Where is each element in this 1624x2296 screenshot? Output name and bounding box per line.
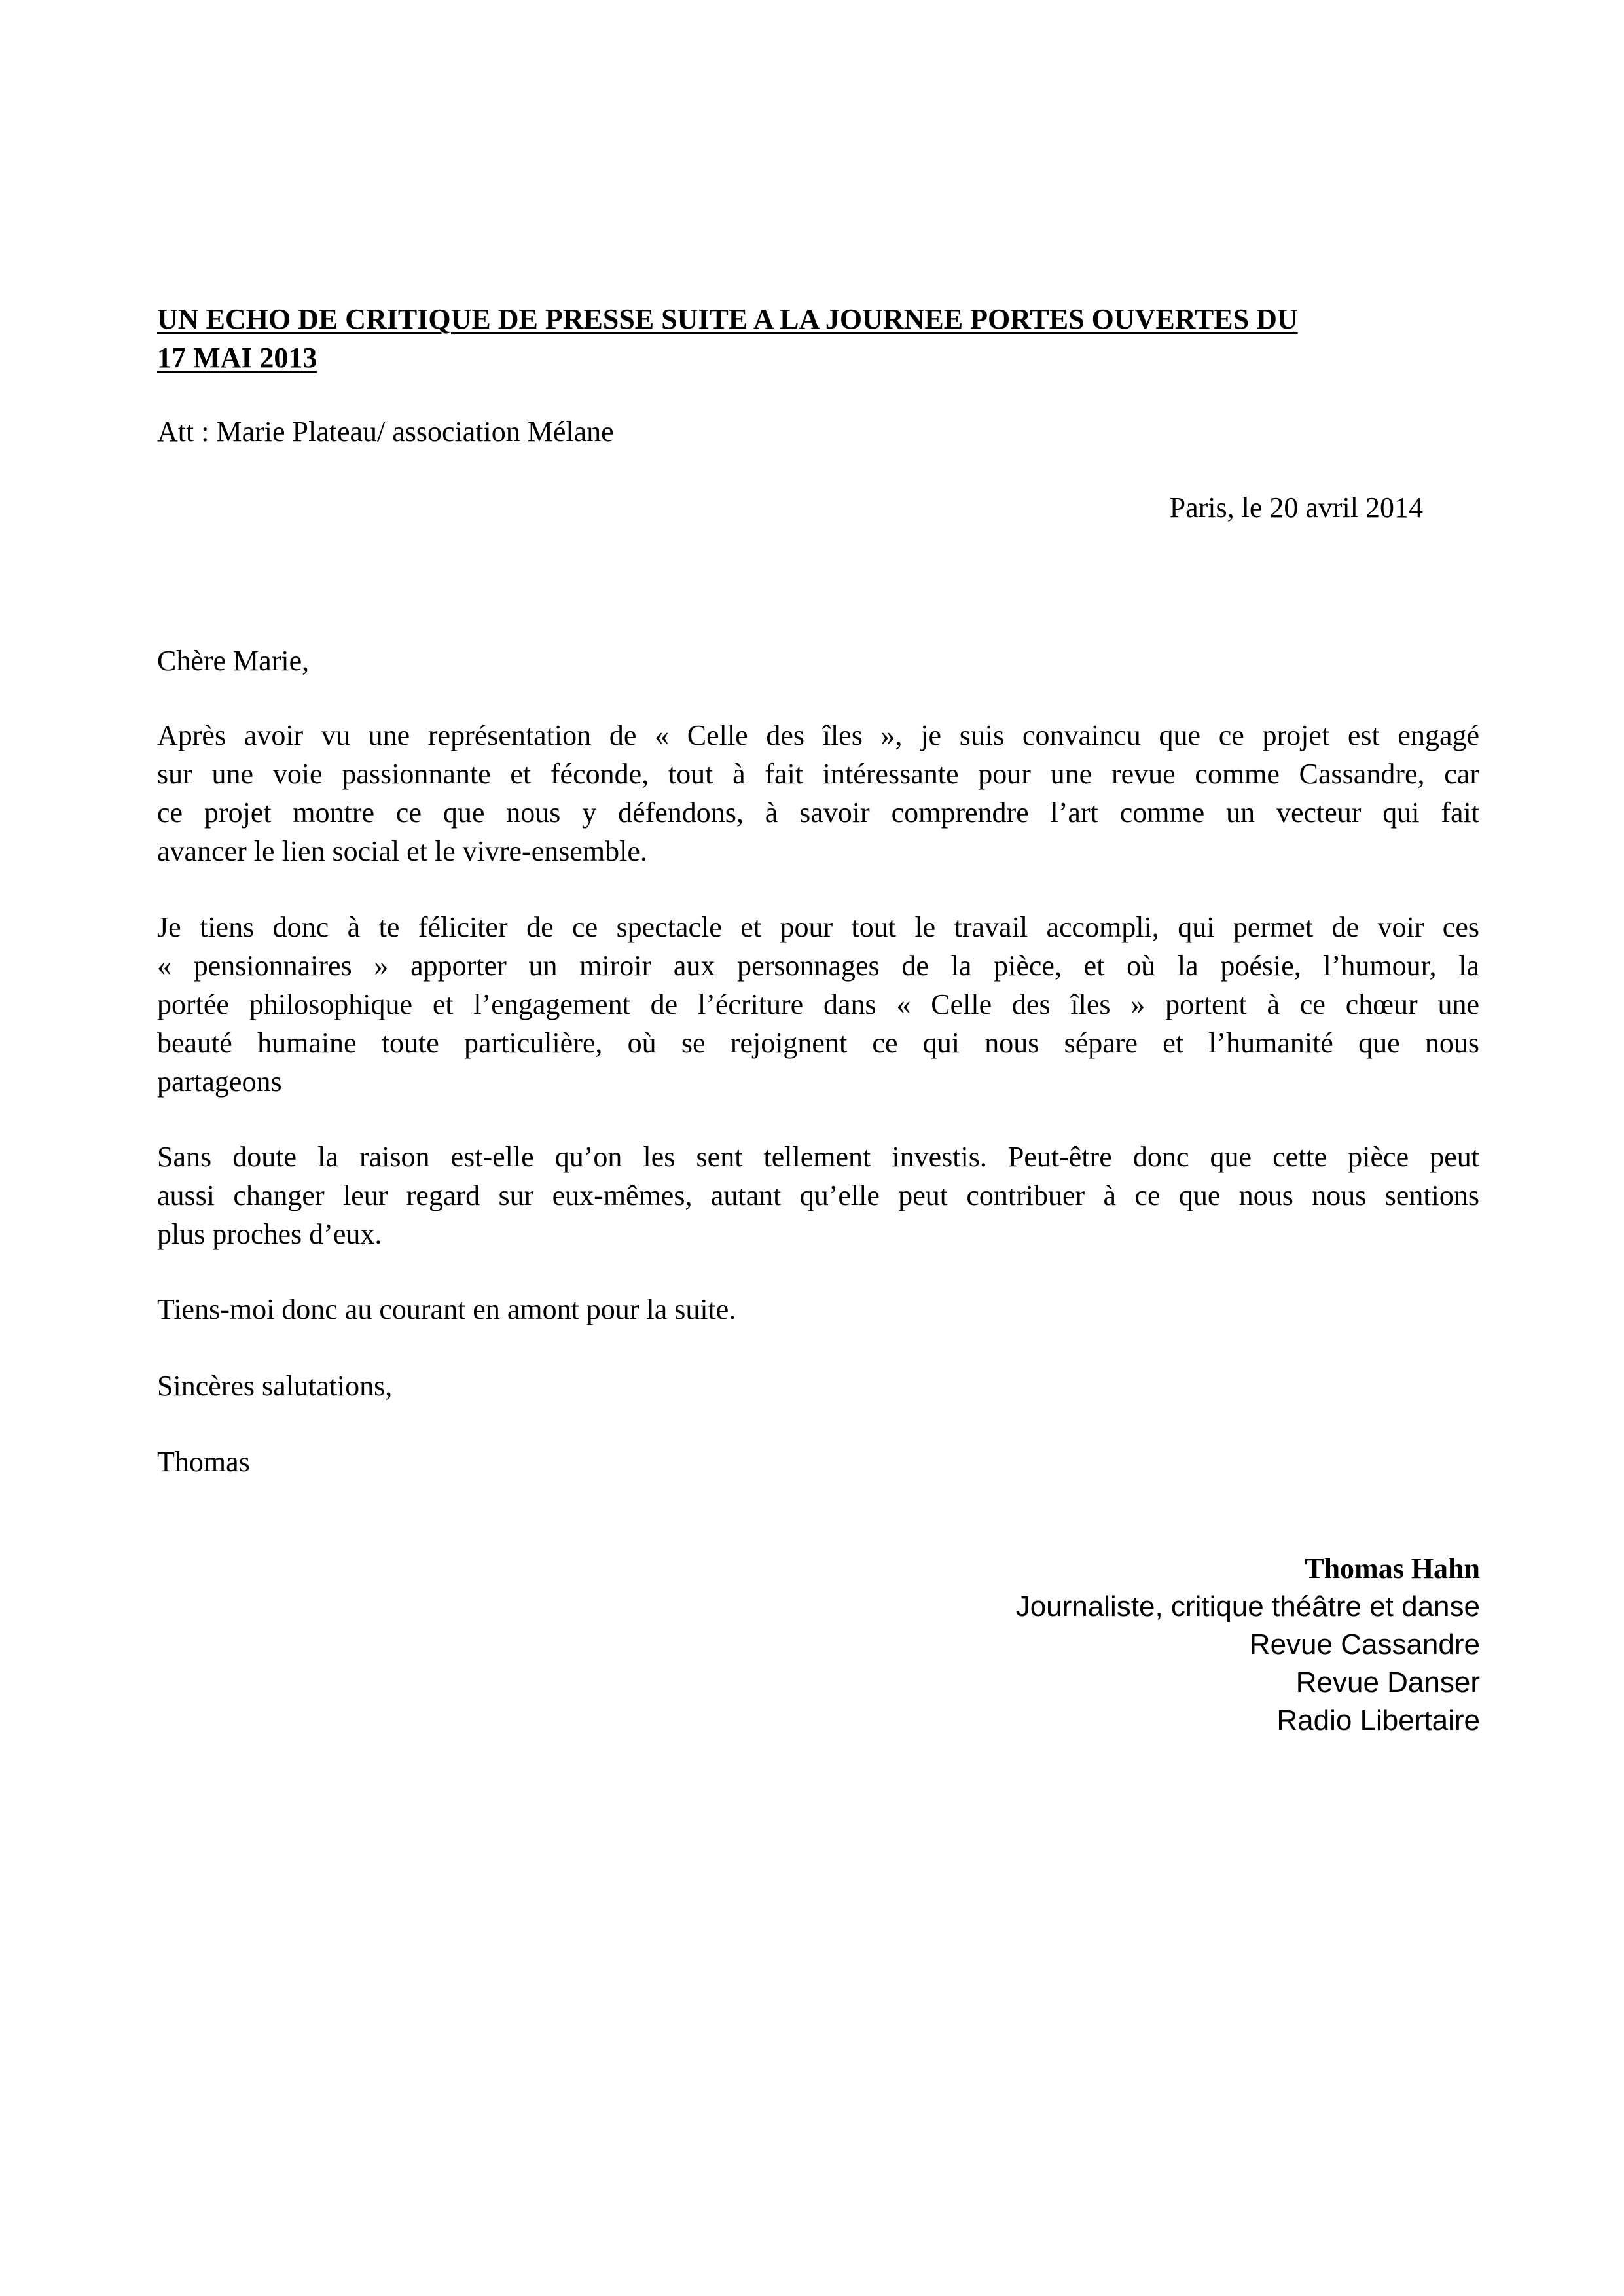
paragraph-2 xyxy=(157,908,1479,1101)
paragraph-line: avancer le lien social et le vivre-ensemble. xyxy=(157,835,647,867)
letter-date: Paris, le 20 avril 2014 xyxy=(1169,492,1423,524)
attention-line: Att : Marie Plateau/ association Mélane xyxy=(157,416,614,448)
salutation: Sincères salutations, xyxy=(157,1370,393,1402)
signature-publication: Revue Danser xyxy=(1295,1666,1480,1698)
paragraph-line: Sans doute la raison est-elle qu’on les sent tellement investis. Peut-être donc que cette pièce peut xyxy=(157,1141,1479,1173)
paragraph-line: portée philosophique et l’engagement de l’écriture dans « Celle des îles » portent à ce chœur une xyxy=(157,988,1479,1020)
signature-publication: Revue Cassandre xyxy=(1249,1628,1480,1660)
paragraph-line: plus proches d’eux. xyxy=(157,1218,382,1250)
paragraph-1 xyxy=(157,716,1479,870)
paragraph-3 xyxy=(157,1138,1479,1253)
paragraph-line: beauté humaine toute particulière, où se rejoignent ce qui nous sépare et l’humanité que nous xyxy=(157,1027,1479,1059)
paragraph-line: sur une voie passionnante et féconde, tout à fait intéressante pour une revue comme Cassandre, car xyxy=(157,758,1479,790)
signature-radio: Radio Libertaire xyxy=(1276,1704,1480,1736)
letter-title-line: 17 MAI 2013 xyxy=(157,342,317,374)
signature-block xyxy=(1016,1549,1480,1740)
signoff-first-name: Thomas xyxy=(157,1446,250,1478)
paragraph-line: ce projet montre ce que nous y défendons, à savoir comprendre l’art comme un vecteur qui fait xyxy=(157,797,1479,829)
signature-name: Thomas Hahn xyxy=(1305,1552,1480,1585)
paragraph-line: Après avoir vu une représentation de « Celle des îles », je suis convaincu que ce projet est engagé xyxy=(157,719,1479,751)
greeting: Chère Marie, xyxy=(157,645,310,677)
closing-request: Tiens-moi donc au courant en amont pour la suite. xyxy=(157,1293,736,1325)
letter-title-line: UN ECHO DE CRITIQUE DE PRESSE SUITE A LA JOURNEE PORTES OUVERTES DU xyxy=(157,303,1298,335)
paragraph-line: partageons xyxy=(157,1066,282,1098)
paragraph-line: « pensionnaires » apporter un miroir aux personnages de la pièce, et où la poésie, l’humour, la xyxy=(157,950,1479,982)
paragraph-line: aussi changer leur regard sur eux-mêmes, autant qu’elle peut contribuer à ce que nous nous sentions xyxy=(157,1179,1479,1211)
paragraph-line: Je tiens donc à te féliciter de ce spectacle et pour tout le travail accompli, qui permet de voir ces xyxy=(157,911,1479,943)
signature-role: Journaliste, critique théâtre et danse xyxy=(1015,1590,1480,1623)
letter-title xyxy=(157,300,1473,377)
